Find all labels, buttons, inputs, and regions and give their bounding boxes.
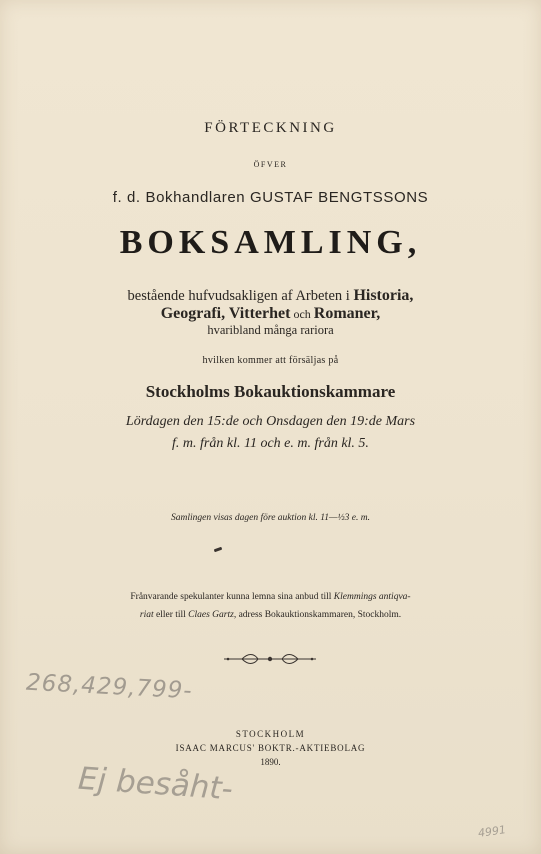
absent-bidders-line-2: [0, 610, 541, 620]
description-genres: Geografi, Vitterhet: [160, 305, 291, 322]
handwritten-number: 268,429,799-: [25, 669, 194, 705]
handwritten-corner-number: 4991: [477, 823, 507, 840]
dates-line-2: f. m. från kl. 11 och e. m. från kl. 5.: [172, 436, 369, 451]
description-history: Historia,: [353, 287, 414, 304]
ink-mark: [214, 547, 223, 553]
ornament-divider-icon: [222, 652, 318, 666]
description-prefix: bestående hufvudsakligen af Arbeten i: [127, 288, 354, 304]
owner-line: f. d. Bokhandlaren GUSTAF BENGTSSONS: [112, 189, 429, 206]
description-romaner: Romaner,: [313, 305, 381, 322]
absent-klemmings: Klemmings antiqva-: [333, 592, 411, 602]
absent-bidders-line-1: [0, 592, 541, 602]
absent-prefix: Frånvarande spekulanter kunna lemna sina anbud till: [130, 592, 334, 602]
dates-line-1: Lördagen den 15:de och Onsdagen den 19:de Mars: [125, 414, 416, 429]
absent-riat: riat: [139, 610, 154, 620]
main-title: BOKSAMLING,: [119, 224, 422, 261]
description-och: och: [290, 307, 314, 321]
sale-intro: hvilken kommer att försäljas på: [202, 355, 339, 366]
ofver-label: ÖFVER: [253, 160, 288, 169]
catalog-title: FÖRTECKNING: [204, 120, 337, 136]
venue-name: Stockholms Bokauktionskammare: [145, 382, 396, 401]
imprint-printer: ISAAC MARCUS' BOKTR.-AKTIEBOLAG: [175, 743, 366, 753]
description-line-3: hvaribland många rariora: [207, 323, 334, 337]
viewing-times: Samlingen visas dagen före auktion kl. 11—½3 e. m.: [171, 513, 370, 523]
description-line-1: [0, 287, 541, 305]
description-line-2: [0, 305, 541, 323]
absent-mid: eller till: [153, 610, 189, 620]
absent-suffix: , adress Bokauktionskammaren, Stockholm.: [233, 610, 402, 620]
absent-gartz: Claes Gartz: [188, 610, 234, 620]
imprint-year: 1890.: [260, 757, 281, 767]
imprint-place: STOCKHOLM: [235, 729, 306, 739]
handwritten-note: Ej besåht-: [76, 760, 235, 808]
